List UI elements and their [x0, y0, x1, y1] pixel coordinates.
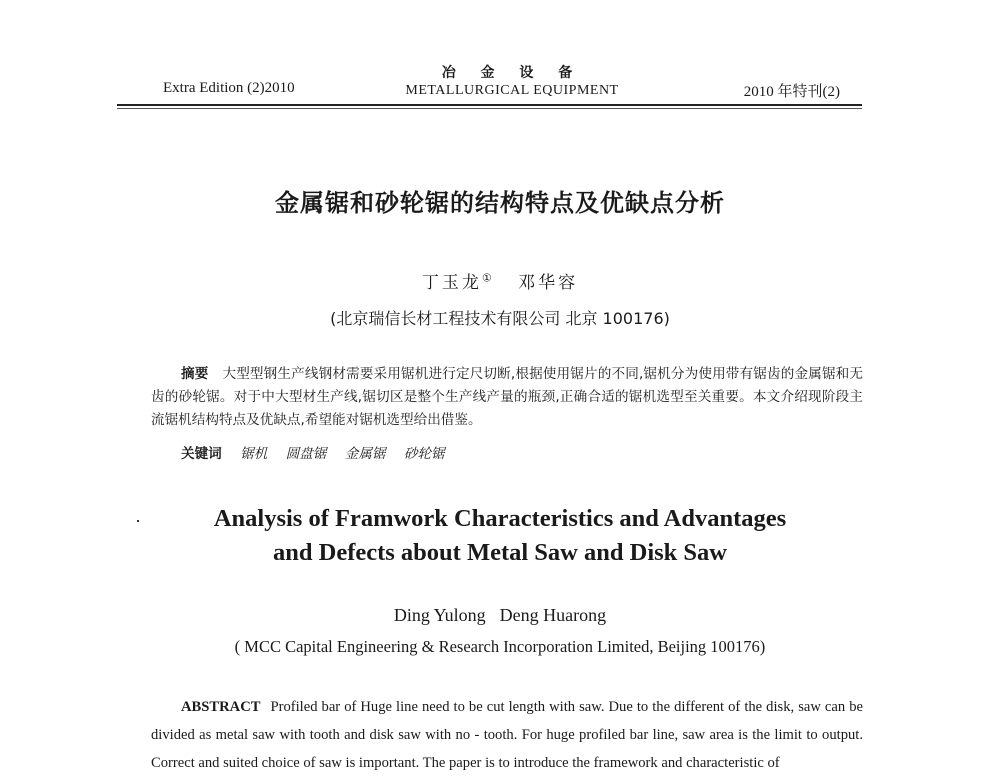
cn-keyword: 金属锯 [344, 446, 386, 462]
cn-affiliation: (北京瑞信长材工程技术有限公司 北京 100176) [330, 309, 670, 328]
cn-abstract-text: 大型型钢生产线钢材需要采用锯机进行定尺切断,根据使用锯片的不同,锯机分为使用带有锯齿的金属锯和无齿的砂轮锯。对于中大型材生产线,锯切区是整个生产线产量的瓶颈,正确合适的锯机选型至关重要。本文介绍现阶段主流锯机结构特点及优缺点,希望能对锯机选型给出借鉴。 [151, 366, 863, 428]
header-rule-thin [117, 108, 862, 109]
cn-title: 金属锯和砂轮锯的结构特点及优缺点分析 [275, 189, 725, 217]
journal-name-en: METALLURGICAL EQUIPMENT [405, 83, 619, 98]
en-title-line-1: Analysis of Framwork Characteristics and Advantages [213, 505, 787, 532]
cn-keywords [181, 442, 459, 462]
cn-authors [0, 268, 1000, 293]
journal-masthead [380, 62, 644, 99]
cn-author-1: 丁玉龙 [421, 273, 482, 293]
en-author-2: Deng Huarong [499, 605, 607, 625]
cn-keyword: 圆盘锯 [285, 446, 327, 462]
header-edition: Extra Edition (2)2010 [163, 80, 295, 96]
cn-keywords-label: 关键词 [181, 446, 222, 462]
cn-keyword: 砂轮锯 [403, 446, 445, 462]
en-abstract [151, 693, 863, 777]
en-affiliation: ( MCC Capital Engineering & Research Incorporation Limited, Beijing 100176) [234, 637, 766, 656]
cn-keyword: 锯机 [240, 446, 268, 462]
journal-name-cn: 冶 金 设 备 [441, 65, 583, 81]
cn-author-2: 邓华容 [518, 273, 579, 293]
en-title [0, 502, 1000, 570]
cn-abstract-label: 摘要 [181, 366, 209, 382]
header-issue: 2010 年特刊(2) [743, 84, 840, 100]
en-abstract-label: ABSTRACT [181, 699, 261, 715]
en-authors [0, 605, 1000, 626]
en-abstract-text: Profiled bar of Huge line need to be cut length with saw. Due to the different of the disk, saw can be divided as metal saw with tooth and disk saw with no - tooth. For huge profiled bar line, saw area is the limit to output. Correct and suited choice of saw is important. The paper is to introduce the framework and characteristic of [151, 699, 863, 771]
en-author-1: Ding Yulong [393, 605, 486, 625]
footnote-marker[interactable]: ① [481, 271, 492, 285]
header-rule [117, 104, 862, 106]
en-title-line-2: and Defects about Metal Saw and Disk Saw [273, 539, 727, 566]
cn-abstract [151, 363, 863, 432]
